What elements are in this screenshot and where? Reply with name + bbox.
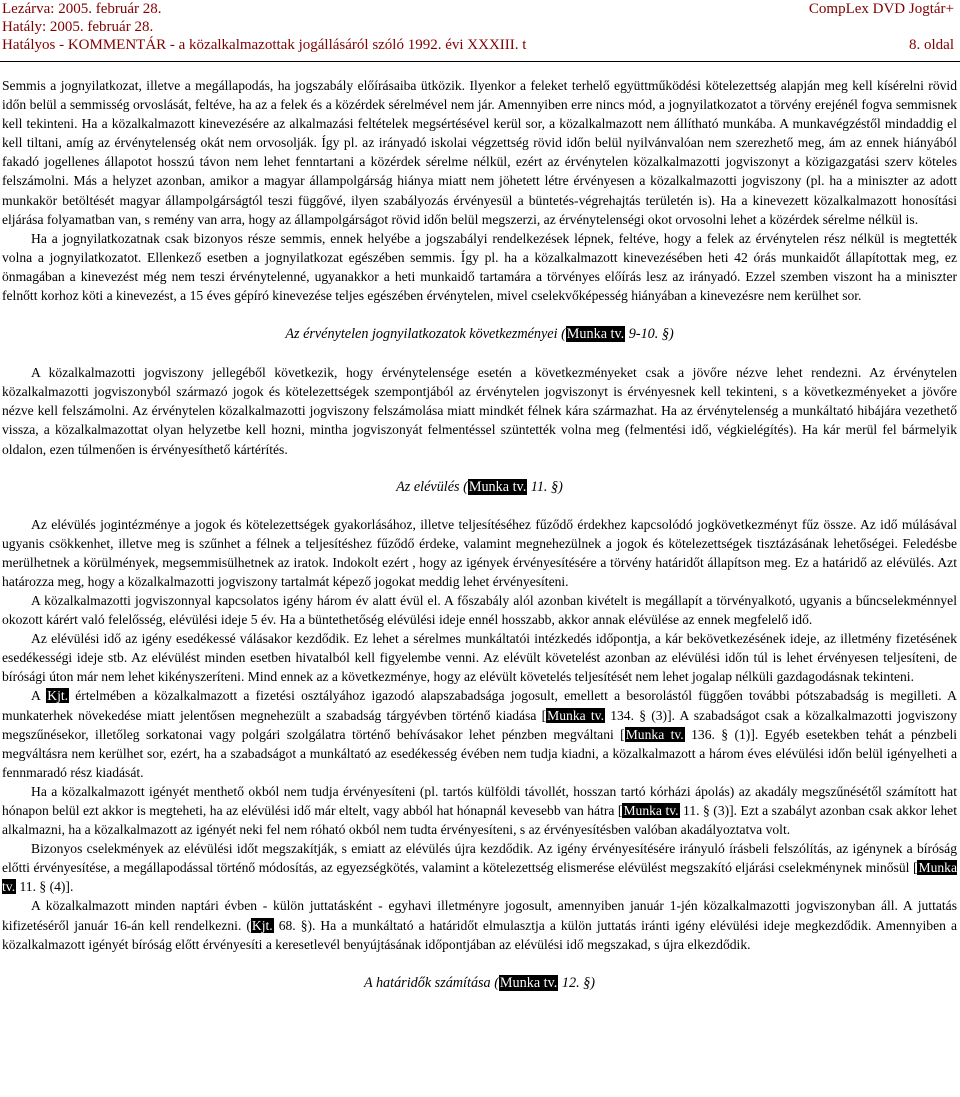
kjt-link[interactable]: Kjt. xyxy=(47,688,69,704)
document-body xyxy=(2,76,957,993)
section-heading: Az elévülés (Munka tv. 11. §) xyxy=(396,478,563,495)
paragraph: Bizonyos cselekmények az elévülési időt megszakítják, s emiatt az elévülés újra kezdődik. Az igény érvényesítésére irányuló írásbeli felszólítás, az igénynek a bíróság előtti érvényesítése, a megállapodással történő módosítás, az egyezségkötés, valamint a kötelezettség elismerése elévülést megszakító eljárási cselekménynek minősül [Munka tv. 11. § (4)]. xyxy=(2,841,957,895)
munka-tv-link[interactable]: Munka tv. xyxy=(623,803,679,818)
paragraph: Az elévülés jogintézménye a jogok és kötelezettségek gyakorlásához, illetve teljesítéséhez fűződő érdekhez kapcsolódó jogkövetkezményt fűz össze. Az idő múlásával ugyanis csökkenhet, illetve meg is szűnhet a félnek a teljesítéshez fűződő érdeke, valamint megnehezülnek a jogok és kötelezettségek tisztázásának lehetőségei. Feledésbe merülhetnek a körülmények, megsemmisülhetnek az iratok. Indokolt ezért , hogy az igények érvényesítésére a törvény határidőt állapítson meg. Ez a határidő az elévülés. Azt határozza meg, hogy a közalkalmazotti jogviszony tartalmát képező jogokat meddig lehet érvényesíteni. xyxy=(2,516,957,589)
munka-tv-link[interactable]: Munka tv. xyxy=(547,707,604,723)
munka-tv-link[interactable]: Munka tv. xyxy=(2,860,957,895)
header-divider xyxy=(0,61,960,62)
paragraph: Az elévülési idő az igény esedékessé válásakor kezdődik. Ez lehet a sérelmes munkáltatói intézkedés időpontja, a kár bekövetkezésének ideje, az illetmény fizetésének esedékességi ideje stb. Az elévülést minden esetben hivatalból kell figyelembe venni. Az elévült követelést azonban az elévülési időn túl is lehet érvényesen teljesíteni, de bírósági úton már nem lehet kikényszeríteni. Mind ennek az a következménye, hogy az elévült követelés teljesítését nem lehet jogalap nélküli gazdagodásnak tekinteni. xyxy=(2,631,957,685)
paragraph: Ha a jognyilatkozatnak csak bizonyos része semmis, ennek helyébe a jogszabályi rendelkezések lépnek, feltéve, hogy a felek az érvénytelen rész nélkül is megtették volna a jognyilatkozatot. Ellenkező esetben a jognyilatkozat egészében semmis. Így pl. ha a közalkalmazott kinevezésében heti 42 órás munkaidőt állapítottak meg, ez önmagában a kinevezést még nem teszi érvénytelenné, ugyanakkor a heti munkaidő tartamára a törvényes előírás lesz az irányadó. Ezzel szemben viszont ha a miniszter felnőtt korhoz köti a kinevezést, a 15 éves gépíró kinevezése teljes egészében érvénytelen, mivel cselekvőképesség hiányában a kinevezésre nem kerülhet sor. xyxy=(2,230,957,304)
closed-date-label: Lezárva: 2005. február 28. xyxy=(2,1,162,17)
paragraph: A közalkalmazotti jogviszony jellegéből következik, hogy érvénytelensége esetén a következményeket csak a jövőre nézve lehet rendezni. Az érvénytelen közalkalmazotti jogviszonyból származó jogok és kötelezettségek szempontjából az érvénytelen jogviszonyt is érvényesnek kell tekinteni, s a következményeket a jövőre nézve kell felszámolni. Az érvénytelen közalkalmazotti jogviszony felszámolása miatt mindkét félnek kára származhat. Ha az érvénytelenség a munkáltató hibájára vezethető vissza, a közalkalmazottat olyan helyzetbe kell hozni, mintha jogviszonyát felmentéssel szüntették volna meg (felmentési idő, végkielégítés). Ha kár merül fel bármelyik oldalon, ezen túlmenően is érvényesíthető kártérítés. xyxy=(2,365,957,457)
kjt-link[interactable]: Kjt. xyxy=(251,917,273,933)
page-number: 8. oldal xyxy=(909,37,954,53)
header-line-2 xyxy=(0,18,960,36)
effective-date-label: Hatály: 2005. február 28. xyxy=(2,19,154,35)
paragraph: A közalkalmazotti jogviszonnyal kapcsolatos igény három év alatt évül el. A főszabály alól azonban kivételt is megállapít a törvényalkotó, ugyanis a bűncselekménnyel okozott kárért való felelősség, elévülési ideje 5 év. Ha a büntethetőség elévülési ideje ennél hosszabb, akkor annak elévülése az ennek megfelelő idő. xyxy=(2,592,957,628)
paragraph: Semmis a jognyilatkozat, illetve a megállapodás, ha jogszabály előírásaiba ütközik. Ilyenkor a feleket terhelő együttműködési kötelezettség alapján meg kell kísérelni rövid időn belül a semmisség orvoslását, feltéve, ha az a felek és a közérdek sérelmével nem jár. Amennyiben erre nincs mód, a jognyilatkozatot a törvény erejénél fogva semmisnek kell tekinteni. Ha a közalkalmazott kinevezésére az alkalmazási feltételek megsértésével kerül sor, a közalkalmazott nem állítható munkába. A munkavégzéstől mindaddig el kell tiltani, amíg az érvénytelenség okát nem orvosolják. Így pl. az irányadó iskolai végzettség rövid időn belül nyilvánvalóan nem szerezhető meg, ám az ennek hiányából fakadó jogellenes állapotot hosszú távon nem lehet fenntartani a közérdek sérelme nélkül, ezért az érvénytelen közalkalmazotti jogviszonyt a közigazgatási szerv köteles felszámolni. Más a helyzet azonban, amikor a magyar állampolgárság hiánya miatt nem jöhetett létre érvényesen a közalkalmazotti jogviszony (pl. ha a miniszter az adott munkakör betöltését magyar állampolgárságtól teszi függővé, ilyen szabályozás érvényesül a büntetés-végrehajtás területén is). Ha a kinevezett közalkalmazott honosítási eljárása folyamatban van, s remény van arra, hogy az állampolgárságot rövid időn belül megszerzi, az érvénytelenségi okot orvosolni lehet a közérdek sérelme nélkül is. xyxy=(2,78,957,227)
munka-tv-link[interactable]: Munka tv. xyxy=(566,326,625,343)
munka-tv-link[interactable]: Munka tv. xyxy=(625,726,684,742)
paragraph: A közalkalmazott minden naptári évben - külön juttatásként - egyhavi illetményre jogosult, amennyiben január 1-jén közalkalmazotti jogviszonyban áll. A juttatás kifizetéséről január 16-án kell rendelkezni. (Kjt. 68. §). Ha a munkáltató a határidőt elmulasztja a külön juttatás iránti igény elévülési ideje megkezdődik. Amennyiben a közalkalmazott igényét bíróság előtt érvényesíti a keresetlevél benyújtásának időpontjában az elévülési idő megszakad, s újra elkezdődik. xyxy=(2,898,957,952)
section-heading: A határidők számítása (Munka tv. 12. §) xyxy=(364,974,595,991)
munka-tv-link[interactable]: Munka tv. xyxy=(468,478,527,495)
section-heading: Az érvénytelen jognyilatkozatok következményei (Munka tv. 9-10. §) xyxy=(285,326,674,343)
munka-tv-link[interactable]: Munka tv. xyxy=(499,974,558,991)
document-title: Hatályos - KOMMENTÁR - a közalkalmazottak jogállásáról szóló 1992. évi XXXIII. t xyxy=(2,37,527,53)
paragraph: A Kjt. értelmében a közalkalmazott a fizetési osztályához igazodó alapszabadsága jogosult, emellett a besorolástól függően további pótszabadság is megilleti. A munkaterhek növekedése miatt jelentősen megnehezült a szabadság tárgyévben történő kiadása [Munka tv. 134. § (3)]. A szabadságot csak a közalkalmazotti jogviszony megszűnésekor, illetőleg sorkatonai vagy polgári szolgálatra történő behívásakor lehet pénzben megváltani [Munka tv. 136. § (1)]. Egyéb esetekben tehát a pénzbeli megváltásra nem kerülhet sor, ezért, ha a szabadságot a munkáltató az esedékesség évében nem tudja kiadni, a közalkalmazott a három éves elévülési időn belül igényelheti a fennmaradó rész kiadását. xyxy=(2,688,958,780)
header-line-3 xyxy=(0,36,960,54)
product-name: CompLex DVD Jogtár+ xyxy=(808,1,954,17)
header-line-1 xyxy=(0,0,960,18)
page-header xyxy=(0,0,960,54)
paragraph: Ha a közalkalmazott igényét menthető okból nem tudja érvényesíteni (pl. tartós külföldi távollét, hosszan tartó kórházi ápolás) az akadály megszűnésétől számított hat hónapon belül ezt akkor is megteheti, ha az elévülési idő már eltelt, vagy abból hat hónapnál kevesebb van hátra [Munka tv. 11. § (3)]. Ezt a szabályt azonban csak akkor lehet alkalmazni, ha a közalkalmazott az igényét neki fel nem róható okból nem tudta érvényesíteni, s az érvényesítésben valóban akadályoztatva volt. xyxy=(2,783,957,838)
